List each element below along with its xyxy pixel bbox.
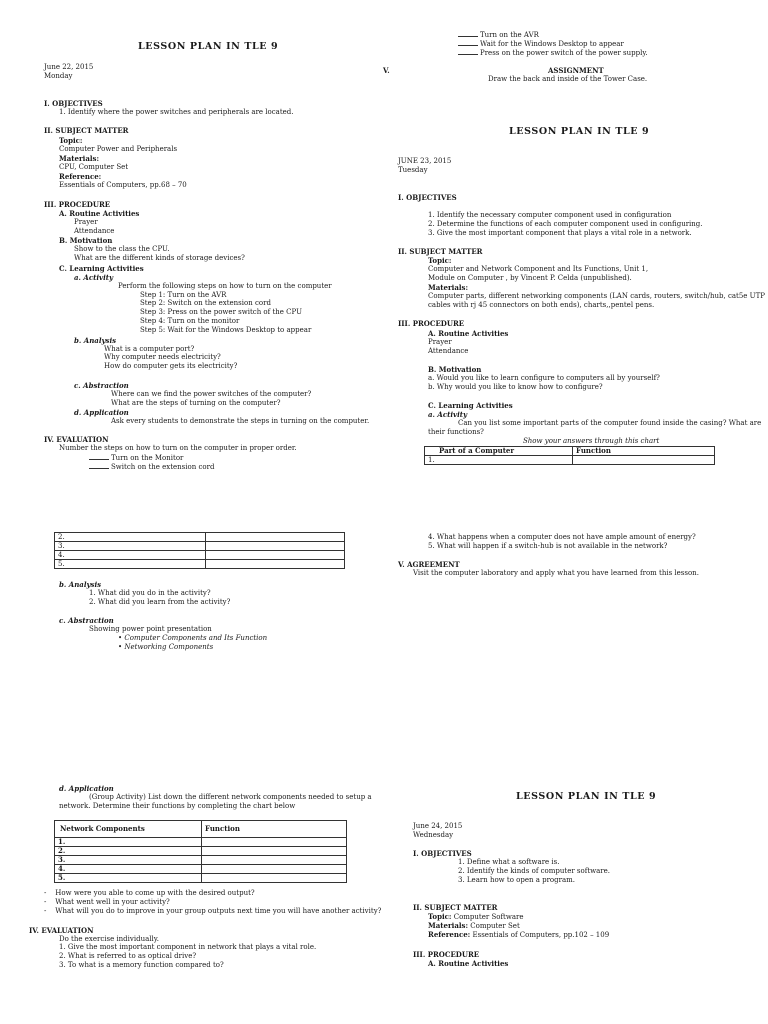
- plan2-abstraction-intro: Showing power point presentation: [89, 625, 212, 633]
- plan2-day: Tuesday: [398, 166, 428, 174]
- plan2-bullet: • Computer Components and Its Function: [118, 634, 268, 642]
- answer-blank: [89, 453, 109, 460]
- plan1-activity-heading: a. Activity: [74, 273, 114, 282]
- plan1-routine-heading: A. Routine Activities: [59, 209, 140, 218]
- plan1-evaluation-item: Press on the power switch of the power supply.: [458, 48, 648, 58]
- plan1-procedure-heading: III. PROCEDURE: [44, 200, 111, 209]
- dash-icon: -: [44, 898, 47, 906]
- plan1-step: Step 2: Switch on the extension cord: [140, 299, 271, 307]
- table-row: [55, 874, 347, 883]
- table-header-cell: Function: [202, 821, 347, 838]
- plan2-analysis-line: 2. What did you learn from the activity?: [89, 598, 231, 606]
- plan2-evaluation-intro: Do the exercise individually.: [59, 935, 159, 943]
- table-row: [55, 533, 345, 542]
- network-components-table: [54, 820, 347, 883]
- plan1-day: Monday: [44, 72, 73, 80]
- plan3-subject-heading: II. SUBJECT MATTER: [413, 903, 498, 912]
- plan1-evaluation-item: Turn on the AVR: [458, 30, 539, 40]
- plan1-abstraction-heading: c. Abstraction: [74, 381, 129, 390]
- plan1-motivation-line: What are the different kinds of storage devices?: [74, 254, 245, 262]
- table-cell: 4.: [55, 865, 202, 874]
- plan1-motivation-heading: B. Motivation: [59, 236, 113, 245]
- plan2-subject-heading: II. SUBJECT MATTER: [398, 247, 483, 256]
- plan1-title: LESSON PLAN IN TLE 9: [138, 41, 279, 52]
- table-cell: [202, 865, 347, 874]
- plan1-abstraction-line: Where can we find the power switches of the computer?: [111, 390, 312, 398]
- table-header-cell: Function: [573, 447, 715, 456]
- table-cell: 1.: [55, 838, 202, 847]
- table-cell: 3.: [55, 542, 206, 551]
- plan1-activity-intro: Perform the following steps on how to turn on the computer: [118, 282, 332, 290]
- table-header-row: [425, 447, 715, 456]
- plan2-title: LESSON PLAN IN TLE 9: [509, 126, 650, 137]
- plan1-step: Step 3: Press on the power switch of the CPU: [140, 308, 302, 316]
- plan2-evaluation-item: 1. Give the most important component in network that plays a vital role.: [59, 943, 317, 951]
- table-cell: [202, 874, 347, 883]
- plan1-application-line: Ask every students to demonstrate the steps in turning on the computer.: [111, 417, 370, 425]
- plan1-motivation-line: Show to the class the CPU.: [74, 245, 170, 253]
- plan2-application-line: (Group Activity) List down the different network components needed to setup a: [89, 793, 372, 801]
- plan1-objective: 1. Identify where the power switches and peripherals are located.: [59, 108, 294, 116]
- plan2-evaluation-item: 3. To what is a memory function compared to?: [59, 961, 224, 969]
- table-row: [55, 560, 345, 569]
- plan2-prayer: Prayer: [428, 338, 452, 346]
- plan1-evaluation-intro: Number the steps on how to turn on the computer in proper order.: [59, 444, 297, 452]
- plan2-topic-value: Module on Computer , by Vincent P. Celda (unpublished).: [428, 274, 632, 282]
- table-row: [55, 551, 345, 560]
- table-cell: 3.: [55, 856, 202, 865]
- table-cell: 5.: [55, 560, 206, 569]
- plan2-motivation-line: a. Would you like to learn configure to computers all by yourself?: [428, 374, 660, 382]
- plan2-attendance: Attendance: [428, 347, 469, 355]
- table-cell: 1.: [425, 456, 573, 465]
- plan3-objective: 1. Define what a software is.: [458, 858, 560, 866]
- plan1-objectives-heading: I. OBJECTIVES: [44, 99, 103, 108]
- plan1-materials-value: CPU, Computer Set: [59, 163, 129, 171]
- plan3-objective: 2. Identify the kinds of computer software.: [458, 867, 611, 875]
- table-cell: [573, 456, 715, 465]
- answer-blank: [458, 39, 478, 46]
- plan2-routine-heading: A. Routine Activities: [428, 329, 509, 338]
- dash-icon: -: [44, 907, 47, 915]
- plan1-evaluation-item: Turn on the Monitor: [89, 453, 183, 463]
- plan2-question: 4. What happens when a computer does not have ample amount of energy?: [428, 533, 696, 541]
- plan3-topic: Topic: Computer Software: [428, 912, 524, 921]
- plan3-procedure-heading: III. PROCEDURE: [413, 950, 480, 959]
- plan1-step: Step 4: Turn on the monitor: [140, 317, 240, 325]
- plan2-question: 5. What will happen if a switch-hub is not available in the network?: [428, 542, 668, 550]
- plan1-step: Step 1: Turn on the AVR: [140, 291, 227, 299]
- plan1-evaluation-item: Switch on the extension cord: [89, 462, 214, 472]
- plan2-application-heading: d. Application: [59, 784, 114, 793]
- plan2-reflection-item: - What will you do to improve in your group outputs next time you will have another activity?: [44, 907, 382, 915]
- plan3-objective: 3. Learn how to open a program.: [458, 876, 576, 884]
- plan1-topic-label: Topic:: [59, 136, 83, 145]
- table-cell: 4.: [55, 551, 206, 560]
- plan2-bullet: • Networking Components: [118, 643, 214, 651]
- plan3-objectives-heading: I. OBJECTIVES: [413, 849, 472, 858]
- plan2-activity-heading: a. Activity: [428, 410, 468, 419]
- table-cell: [206, 551, 345, 560]
- table-cell: 5.: [55, 874, 202, 883]
- plan1-reference-label: Reference:: [59, 172, 102, 181]
- plan1-materials-label: Materials:: [59, 154, 100, 163]
- plan2-objective: 3. Give the most important component that plays a vital role in a network.: [428, 229, 692, 237]
- plan3-reference: Reference: Essentials of Computers, pp.102 – 109: [428, 930, 610, 939]
- plan2-learning-heading: C. Learning Activities: [428, 401, 513, 410]
- plan1-abstraction-line: What are the steps of turning on the computer?: [111, 399, 281, 407]
- plan1-analysis-line: What is a computer port?: [104, 345, 195, 353]
- plan2-evaluation-heading: IV. EVALUATION: [29, 926, 94, 935]
- plan3-date: June 24, 2015: [413, 822, 463, 830]
- plan1-analysis-heading: b. Analysis: [74, 336, 117, 345]
- plan1-analysis-line: Why computer needs electricity?: [104, 353, 221, 361]
- table-header-cell: Part of a Computer: [425, 447, 573, 456]
- table-cell: [202, 856, 347, 865]
- plan1-assignment-heading: ASSIGNMENT: [548, 66, 604, 75]
- plan2-motivation-line: b. Why would you like to know how to configure?: [428, 383, 603, 391]
- parts-chart-table-continued: [54, 532, 345, 569]
- plan2-application-line: network. Determine their functions by completing the chart below: [59, 802, 296, 810]
- plan1-prayer: Prayer: [74, 218, 98, 226]
- table-row: [55, 838, 347, 847]
- plan2-objectives-heading: I. OBJECTIVES: [398, 193, 457, 202]
- plan2-objective: 2. Determine the functions of each computer component used in configuring.: [428, 220, 703, 228]
- plan2-activity-line: their functions?: [428, 428, 484, 436]
- table-row: [55, 542, 345, 551]
- plan1-assignment-number: V.: [383, 66, 390, 75]
- plan1-evaluation-heading: IV. EVALUATION: [44, 435, 109, 444]
- plan1-evaluation-item: Wait for the Windows Desktop to appear: [458, 39, 624, 49]
- table-cell: [206, 560, 345, 569]
- answer-blank: [458, 30, 478, 37]
- plan1-assignment-text: Draw the back and inside of the Tower Case.: [488, 75, 648, 83]
- table-cell: [206, 533, 345, 542]
- plan2-agreement-text: Visit the computer laboratory and apply what you have learned from this lesson.: [413, 569, 699, 577]
- plan2-materials-value: Computer parts, different networking components (LAN cards, routers, switch/hub, cat5e UTP: [428, 292, 765, 300]
- plan3-title: LESSON PLAN IN TLE 9: [516, 791, 657, 802]
- plan2-objective: 1. Identify the necessary computer component used in configuration: [428, 211, 672, 219]
- plan1-topic-value: Computer Power and Peripherals: [59, 145, 178, 153]
- plan1-application-heading: d. Application: [74, 408, 129, 417]
- plan2-evaluation-item: 2. What is referred to as optical drive?: [59, 952, 197, 960]
- plan2-topic-label: Topic:: [428, 256, 452, 265]
- plan3-routine-heading: A. Routine Activities: [428, 959, 509, 968]
- plan2-reflection-item: - How were you able to come up with the desired output?: [44, 889, 255, 897]
- plan2-procedure-heading: III. PROCEDURE: [398, 319, 465, 328]
- answer-blank: [89, 462, 109, 469]
- table-row: [55, 865, 347, 874]
- parts-chart-table: [424, 446, 715, 465]
- plan3-day: Wednesday: [413, 831, 454, 839]
- plan2-materials-value: cables with rj 45 connectors on both ends), charts,,pentel pens.: [428, 301, 655, 309]
- table-header-cell: Network Components: [55, 821, 202, 838]
- plan2-topic-value: Computer and Network Component and Its Functions, Unit 1,: [428, 265, 649, 273]
- table-header-row: [55, 821, 347, 838]
- plan1-attendance: Attendance: [74, 227, 115, 235]
- table-row: [55, 856, 347, 865]
- plan1-reference-value: Essentials of Computers, pp.68 – 70: [59, 181, 187, 189]
- plan2-agreement-heading: V. AGREEMENT: [398, 560, 460, 569]
- plan2-abstraction-heading: c. Abstraction: [59, 616, 114, 625]
- table-cell: [202, 838, 347, 847]
- table-row: [55, 847, 347, 856]
- plan1-analysis-line: How do computer gets its electricity?: [104, 362, 238, 370]
- plan1-learning-heading: C. Learning Activities: [59, 264, 144, 273]
- plan2-analysis-line: 1. What did you do in the activity?: [89, 589, 211, 597]
- plan1-step: Step 5: Wait for the Windows Desktop to appear: [140, 326, 312, 334]
- table-cell: 2.: [55, 533, 206, 542]
- dash-icon: -: [44, 889, 47, 897]
- answer-blank: [458, 48, 478, 55]
- table-cell: [202, 847, 347, 856]
- plan2-chart-caption: Show your answers through this chart: [523, 437, 660, 445]
- plan3-materials: Materials: Computer Set: [428, 921, 520, 930]
- plan2-reflection-item: - What went well in your activity?: [44, 898, 170, 906]
- table-cell: [206, 542, 345, 551]
- plan1-subject-heading: II. SUBJECT MATTER: [44, 126, 129, 135]
- plan2-analysis-heading: b. Analysis: [59, 580, 102, 589]
- plan2-motivation-heading: B. Motivation: [428, 365, 482, 374]
- plan1-date: June 22, 2015: [44, 63, 94, 71]
- table-cell: 2.: [55, 847, 202, 856]
- bullet-icon: •: [118, 643, 123, 651]
- plan2-materials-label: Materials:: [428, 283, 469, 292]
- table-row: [425, 456, 715, 465]
- plan2-date: JUNE 23, 2015: [398, 157, 452, 165]
- bullet-icon: •: [118, 634, 123, 642]
- plan2-activity-line: Can you list some important parts of the computer found inside the casing? What are: [458, 419, 762, 427]
